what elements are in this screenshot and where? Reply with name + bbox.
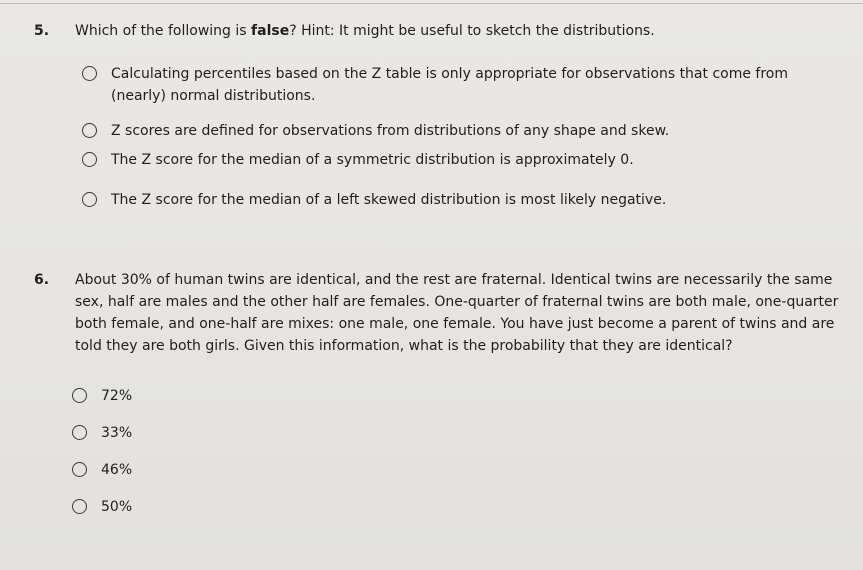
option-label: 50% bbox=[101, 499, 133, 515]
radio-button[interactable] bbox=[72, 388, 87, 403]
radio-button[interactable] bbox=[82, 152, 97, 167]
question-6-prompt-line: sex, half are males and the other half are females. One-quarter of fraternal twins are both male, one-quarter bbox=[75, 294, 839, 310]
question-5-option-b[interactable] bbox=[82, 120, 669, 142]
radio-button[interactable] bbox=[72, 425, 87, 440]
question-5-option-c[interactable] bbox=[82, 149, 634, 171]
option-label: 46% bbox=[101, 462, 133, 478]
radio-button[interactable] bbox=[72, 499, 87, 514]
question-5-prompt-start: Which of the following is bbox=[75, 23, 252, 39]
radio-button[interactable] bbox=[82, 66, 97, 81]
question-6-prompt bbox=[75, 269, 838, 357]
question-5-prompt-emphasis: false bbox=[251, 23, 290, 39]
radio-button[interactable] bbox=[82, 192, 97, 207]
question-5-option-d[interactable] bbox=[82, 189, 666, 211]
option-label bbox=[111, 63, 788, 107]
question-6-prompt-line: About 30% of human twins are identical, and the rest are fraternal. Identical twins are necessarily the same bbox=[75, 272, 833, 288]
divider bbox=[0, 3, 863, 4]
question-6-option-a[interactable] bbox=[72, 385, 132, 407]
option-label: 72% bbox=[101, 388, 133, 404]
question-6-option-c[interactable] bbox=[72, 459, 132, 481]
option-label: The Z score for the median of a left skewed distribution is most likely negative. bbox=[111, 192, 667, 208]
question-6-option-d[interactable] bbox=[72, 496, 132, 518]
option-label-line-1: Calculating percentiles based on the Z table is only appropriate for observations that come from bbox=[111, 66, 788, 82]
option-label: The Z score for the median of a symmetric distribution is approximately 0. bbox=[111, 152, 634, 168]
radio-button[interactable] bbox=[82, 123, 97, 138]
question-5-option-a[interactable] bbox=[82, 63, 788, 107]
question-5-prompt-end: ? Hint: It might be useful to sketch the distributions. bbox=[289, 23, 655, 39]
question-6-number: 6. bbox=[34, 272, 50, 288]
question-6-option-b[interactable] bbox=[72, 422, 132, 444]
radio-button[interactable] bbox=[72, 462, 87, 477]
option-label: 33% bbox=[101, 425, 133, 441]
option-label-line-2: (nearly) normal distributions. bbox=[111, 88, 316, 104]
option-label: Z scores are defined for observations from distributions of any shape and skew. bbox=[111, 123, 670, 139]
question-6-prompt-line: told they are both girls. Given this information, what is the probability that they are identical? bbox=[75, 338, 733, 354]
question-5-prompt bbox=[75, 20, 655, 42]
question-6-prompt-line: both female, and one-half are mixes: one male, one female. You have just become a parent of twins and are bbox=[75, 316, 835, 332]
question-5-number: 5. bbox=[34, 23, 50, 39]
